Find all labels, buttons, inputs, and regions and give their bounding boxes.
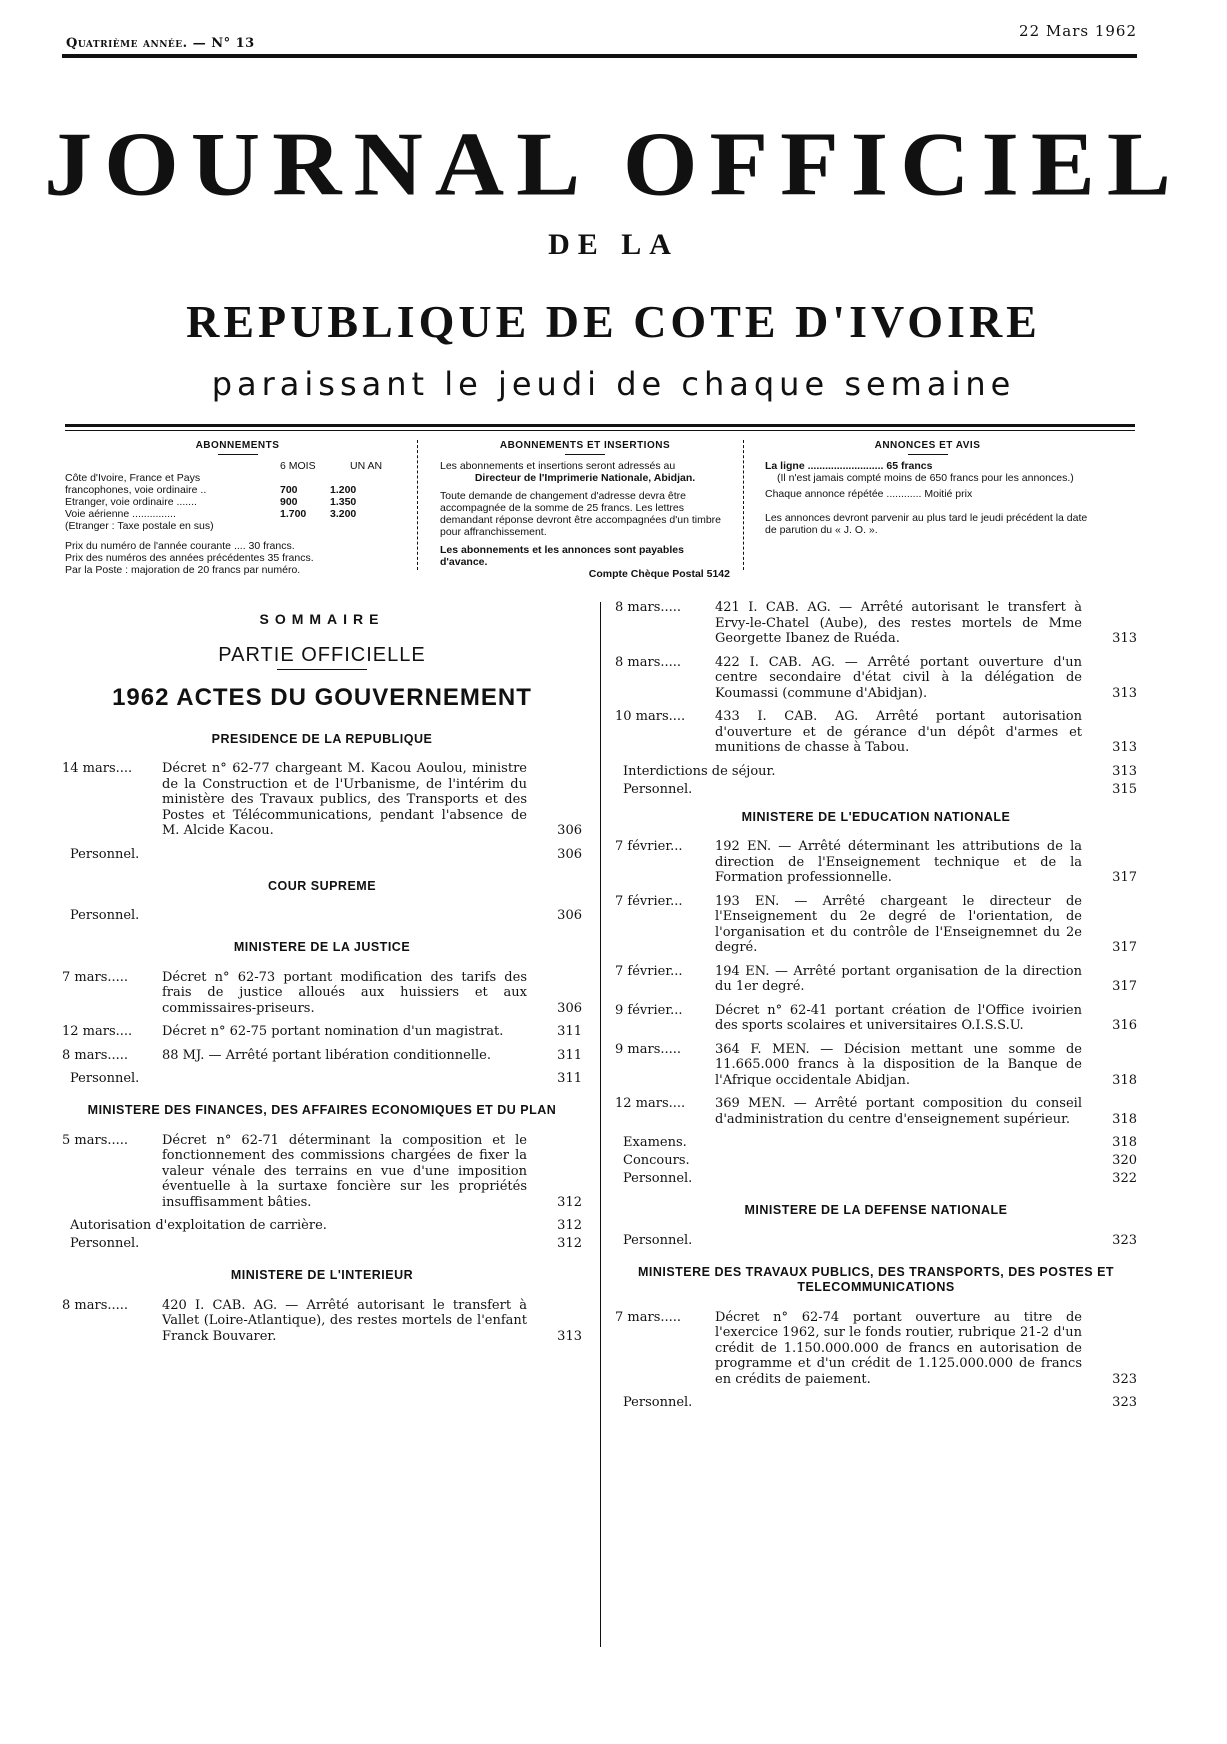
masthead-rule-top [65,424,1135,427]
ministry-section [62,940,582,1089]
section-body [62,1298,582,1345]
price-line: Prix du numéro de l'année courante .... 30 francs. [65,540,295,552]
price-1an: 3.200 [330,508,357,520]
entry-page: 323 [1112,1232,1137,1248]
summary-entry [615,600,1137,647]
abonnements-title: ABONNEMENTS [195,440,280,451]
summary-simple-entry [62,908,582,926]
price-line: Par la Poste : majoration de 20 francs par numéro. [65,564,301,576]
entry-text: Décret n° 62-75 portant nomination d'un magistrat. [162,1024,504,1039]
entry-page: 313 [557,1328,582,1344]
annonces-ligne: La ligne .......................... 65 francs [765,460,933,472]
subscription-row [65,472,410,484]
summary-entry [615,839,1137,886]
masthead-republic: REPUBLIQUE DE COTE D'IVOIRE [186,296,1041,347]
entry-page: 306 [557,908,582,923]
subscription-label: (Etranger : Taxe postale en sus) [65,520,214,532]
entry-page: 313 [1112,631,1137,646]
entry-page: 311 [557,1024,582,1039]
subscription-label: francophones, voie ordinaire .. [65,484,207,496]
entry-page: 318 [1112,1111,1137,1127]
entry-text: 192 EN. — Arrêté déterminant les attributions de la direction de l'Enseignement technique et de la Formation professionnelle. [715,839,1082,885]
section-body [62,1133,582,1255]
annonces-col [765,440,1090,536]
ministry-section [615,810,1137,1190]
price-line: Prix des numéros des années précédentes 35 francs. [65,552,314,564]
entry-page: 323 [1112,1395,1137,1410]
actes-gouvernement: 1962 ACTES DU GOUVERNEMENT [112,684,532,711]
masthead-title: JOURNAL OFFICIEL [44,112,1183,215]
subscription-row [65,496,410,508]
entry-text: Décret n° 62-71 déterminant la composition et le fonctionnement des commissions chargées de fixer la valeur vénale des terrains en vue d'une imposition éventuelle à la surtaxe foncière sur les propriétés insuffisamment bâties. [162,1132,527,1210]
sommaire-title: SOMMAIRE [259,611,385,627]
entry-date: 8 mars..... [615,654,682,670]
subscription-row [65,520,410,532]
entry-page: 312 [557,1194,582,1210]
entry-text: 194 EN. — Arrêté portant organisation de la direction du 1er degré. [715,963,1082,994]
summary-entry [615,894,1137,956]
price-6mois: 900 [280,496,298,508]
insertions-p3b: Compte Chèque Postal 5142 [588,568,730,580]
summary-entry [62,1024,582,1040]
entry-text: 369 MEN. — Arrêté portant composition du conseil d'administration du centre d'enseignement supérieur. [715,1096,1082,1127]
entry-label: Personnel. [70,846,140,862]
entry-date: 7 mars..... [62,969,129,985]
section-title: MINISTERE DE LA DEFENSE NATIONALE [744,1203,1008,1217]
entry-label: Autorisation d'exploitation de carrière. [70,1218,327,1233]
price-lines [65,540,410,576]
insertions-p1b: Directeur de l'Imprimerie Nationale, Abidjan. [474,472,696,484]
section-title: PRESIDENCE DE LA REPUBLIQUE [211,731,433,746]
summary-entry [62,970,582,1017]
entry-page: 317 [1112,870,1137,885]
ministry-section [62,1103,582,1254]
entry-page: 306 [557,823,582,838]
entry-text: 421 I. CAB. AG. — Arrêté autorisant le transfert à Ervy-le-Chatel (Aube), des restes mortels de Mme Georgette Ibanez de Ruéda. [715,600,1082,646]
entry-label: Personnel. [623,1395,693,1410]
right-top [615,600,1137,800]
summary-simple-entry [615,1135,1137,1153]
entry-label: Personnel. [70,1071,140,1086]
left-column [62,612,582,1358]
entry-date: 8 mars..... [62,1297,129,1313]
annonces-repete: Chaque annonce répétée ............ Moitié prix [765,488,973,500]
summary-simple-entry [615,1233,1137,1251]
column-divider [600,602,601,1647]
insertions-p3: Les abonnements et les annonces sont payables d'avance. [440,544,684,568]
summary-entry [615,1096,1137,1127]
entry-date: 9 février... [615,1002,683,1018]
divider [743,440,745,570]
entry-date: 8 mars..... [615,600,682,615]
summary-entry [62,1298,582,1345]
section-title: MINISTERE DES FINANCES, DES AFFAIRES ECONOMIQUES ET DU PLAN [87,1103,557,1117]
entry-label: Personnel. [70,1236,140,1251]
entry-label: Personnel. [623,781,693,797]
entry-page: 316 [1112,1018,1137,1033]
entry-date: 12 mars.... [615,1096,686,1111]
entry-page: 317 [1112,940,1137,955]
entry-page: 318 [1112,1135,1137,1150]
summary-simple-entry [62,1236,582,1254]
section-title: MINISTERE DE LA JUSTICE [233,940,411,954]
insertions-p2: Toute demande de changement d'adresse devra être accompagnée de la somme de 25 francs. Les lettres demandant réponse devront être accompagnées d'un timbre pour affranchissement. [440,490,722,538]
entry-label: Personnel. [70,908,140,923]
divider [417,440,419,570]
annonces-ligne-note: (Il n'est jamais compté moins de 650 francs pour les annonces.) [777,472,1074,484]
subscription-rows [65,472,410,532]
entry-text: 88 MJ. — Arrêté portant libération conditionnelle. [162,1047,491,1063]
insertions-title: ABONNEMENTS ET INSERTIONS [499,440,671,451]
issue-date: 22 Mars 1962 [1019,22,1137,40]
entry-page: 312 [557,1236,582,1251]
section-title: MINISTERE DE L'EDUCATION NATIONALE [741,809,1011,824]
col-6mois: 6 MOIS [280,460,316,472]
summary-entry [615,1042,1137,1089]
entry-date: 14 mars.... [62,761,133,776]
left-sections [62,732,582,1345]
entry-text: 422 I. CAB. AG. — Arrêté portant ouverture d'un centre secondaire d'état civil à la délégation de Koumassi (commune d'Abidjan). [715,654,1082,701]
section-body [62,761,582,865]
summary-simple-entry [615,1153,1137,1171]
masthead-tagline: paraissant le jeudi de chaque semaine [211,365,1016,403]
ministry-section [615,1265,1137,1414]
price-6mois: 1.700 [280,508,307,520]
insertions-p1: Les abonnements et insertions seront adressés au [440,460,676,472]
ministry-section [62,1268,582,1344]
entry-page: 311 [557,1071,582,1086]
entry-page: 313 [1112,740,1137,755]
entry-date: 10 mars.... [615,709,686,724]
section-body [62,908,582,926]
entry-page: 313 [1112,763,1137,779]
entry-page: 323 [1112,1371,1137,1387]
entry-page: 320 [1112,1153,1137,1168]
entry-page: 311 [557,1047,582,1063]
masthead-de-la: DE LA [548,228,679,261]
entry-label: Examens. [623,1135,687,1150]
summary-entry [62,761,582,839]
annonces-delai: Les annonces devront parvenir au plus tard le jeudi précédent la date de parution du « J. O. ». [765,512,1088,536]
summary-simple-entry [615,1171,1137,1189]
entry-page: 306 [557,1000,582,1016]
summary-entry [615,655,1137,702]
entry-date: 8 mars..... [62,1047,129,1063]
entry-page: 306 [557,846,582,862]
ministry-section [62,732,582,865]
subscription-row [65,484,410,496]
right-sections [615,810,1137,1414]
entry-date: 9 mars..... [615,1041,682,1057]
entry-date: 7 février... [615,963,683,979]
entry-text: 433 I. CAB. AG. Arrêté portant autorisation d'ouverture et de gérance d'un dépôt d'armes et munitions de chasse à Tabou. [715,709,1082,755]
entry-label: Personnel. [623,1171,693,1186]
entry-text: Décret n° 62-77 chargeant M. Kacou Aoulou, ministre de la Construction et de l'Urbanisme, de l'intérim du ministère des Travaux publics, des Transports et des Postes et Télécommunications, pendant l'absence de M. Alcide Kacou. [162,761,527,838]
price-6mois: 700 [280,484,298,496]
entry-date: 7 février... [615,839,683,854]
entry-page: 312 [557,1218,582,1233]
summary-entry [615,964,1137,995]
masthead-rule-bottom [65,430,1135,431]
summary-simple-entry [615,1395,1137,1413]
subscription-box [65,440,1140,580]
entry-text: Décret n° 62-41 portant création de l'Office ivoirien des sports scolaires et universitaires O.I.S.S.U. [715,1002,1082,1033]
section-body [615,1310,1137,1414]
entry-text: Décret n° 62-74 portant ouverture au titre de l'exercice 1962, sur le fonds routier, rubrique 21-2 d'un crédit de 1.150.000.000 de francs en autorisation de programme et d'un crédit de 1.125.000.000 de francs en crédits de paiement. [715,1309,1082,1387]
section-body [62,970,582,1090]
summary-simple-entry [62,1071,582,1089]
entry-page: 317 [1112,979,1137,994]
abonnements-col [65,440,410,576]
subscription-label: Côte d'Ivoire, France et Pays [65,472,201,484]
summary-simple-entry [62,847,582,865]
entry-text: 193 EN. — Arrêté chargeant le directeur de l'Enseignement du 2e degré de l'orientation, de l'organisation et du contrôle de l'Enseignemnet du 2e degré. [715,893,1082,955]
entry-label: Interdictions de séjour. [623,763,776,779]
ministry-section [62,879,582,927]
section-title: COUR SUPREME [267,878,377,893]
partie-officielle: PARTIE OFFICIELLE [218,643,426,666]
entry-date: 12 mars.... [62,1024,133,1039]
section-body [615,839,1137,1189]
summary-simple-entry [615,782,1137,800]
entry-page: 322 [1112,1171,1137,1186]
entry-label: Personnel. [623,1232,693,1248]
summary-simple-entry [62,1218,582,1236]
price-1an: 1.350 [330,496,357,508]
summary-entry [615,1310,1137,1388]
ministry-section [615,1203,1137,1251]
insertions-col [440,440,730,580]
annonces-title: ANNONCES ET AVIS [874,440,981,451]
summary-entry [615,709,1137,756]
section-body [615,1233,1137,1251]
subscription-label: Voie aérienne ............... [65,508,176,520]
subscription-label: Etranger, voie ordinaire ....... [65,496,197,508]
entry-text: 364 F. MEN. — Décision mettant une somme de 11.665.000 francs à la disposition de la Banque de l'Afrique occidentale Abidjan. [715,1041,1082,1088]
summary-entry [62,1133,582,1211]
entry-date: 7 février... [615,893,683,909]
entry-date: 7 mars..... [615,1309,682,1325]
header-rule [62,54,1137,58]
entry-page: 318 [1112,1072,1137,1088]
entry-text: Décret n° 62-73 portant modification des tarifs des frais de justice alloués aux huissiers et aux commissaires-priseurs. [162,969,527,1016]
summary-entry [62,1048,582,1064]
entry-date: 5 mars..... [62,1132,129,1148]
subscription-row [65,508,410,520]
price-1an: 1.200 [330,484,357,496]
entry-label: Concours. [623,1153,690,1168]
issue-number: Quatrième année. — N° 13 [66,36,255,51]
entry-page: 313 [1112,685,1137,701]
right-column [615,600,1137,1427]
summary-simple-entry [615,764,1137,782]
entry-text: 420 I. CAB. AG. — Arrêté autorisant le transfert à Vallet (Loire-Atlantique), des restes mortels de l'enfant Franck Bouvarer. [162,1297,527,1344]
section-title: MINISTERE DES TRAVAUX PUBLICS, DES TRANSPORTS, DES POSTES ET TELECOMMUNICATIONS [637,1264,1115,1294]
entry-page: 315 [1112,781,1137,797]
summary-entry [615,1003,1137,1034]
col-1an: UN AN [350,460,383,472]
section-title: MINISTERE DE L'INTERIEUR [230,1268,414,1282]
